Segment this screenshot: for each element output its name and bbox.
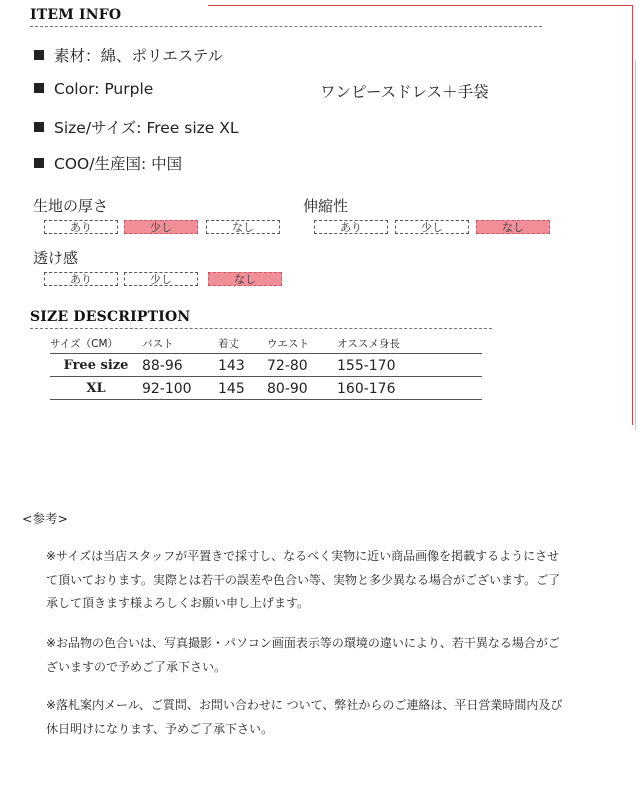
size-table [50, 336, 482, 400]
size-description-title: SIZE DESCRIPTION [30, 309, 191, 325]
header-height: オススメ身長 [337, 336, 482, 354]
header-length: 着丈 [218, 336, 267, 354]
bullet-icon [34, 122, 44, 132]
table-row [50, 377, 482, 400]
info-row-size: Size/サイズ: Free size XL [34, 116, 239, 138]
info-row-coo: COO/生産国: 中国 [34, 152, 182, 174]
frame-right-line [632, 5, 633, 425]
frame-right-shadow-line [635, 60, 636, 430]
option-sheer-2: なし [208, 272, 282, 286]
row-bust: 92-100 [142, 377, 218, 400]
bullet-icon [34, 83, 44, 93]
item-info-title: ITEM INFO [30, 7, 122, 23]
option-thickness-0: あり [44, 220, 118, 234]
info-row-material: 素材：綿、ポリエステル [34, 44, 223, 66]
bullet-icon [34, 50, 44, 60]
option-thickness-2: なし [206, 220, 280, 234]
thickness-label: 生地の厚さ [33, 197, 109, 215]
item-info-divider [30, 26, 542, 27]
info-row-color: Color: Purple [34, 80, 153, 98]
option-sheer-0: あり [44, 272, 118, 286]
row-bust: 88-96 [142, 354, 218, 377]
frame-top-line [208, 5, 632, 6]
header-bust: バスト [142, 336, 218, 354]
notes-heading: <参考> [22, 511, 68, 526]
size-table-header [50, 336, 482, 354]
option-thickness-1: 少し [124, 220, 198, 234]
row-height: 155-170 [337, 354, 482, 377]
stretch-label: 伸縮性 [303, 197, 349, 215]
row-waist: 72-80 [267, 354, 337, 377]
note-paragraph: ※お品物の色合いは、写真撮影・パソコン画面表示等の環境の違いにより、若干異なる場合がございますので予めご了承下さい。 [46, 636, 560, 674]
option-stretch-0: あり [314, 220, 388, 234]
header-size: サイズ（CM） [50, 336, 142, 354]
row-height: 160-176 [337, 377, 482, 400]
option-stretch-1: 少し [395, 220, 469, 234]
row-size: Free size [50, 354, 142, 377]
bullet-icon [34, 158, 44, 168]
option-stretch-2: なし [476, 220, 550, 234]
row-length: 143 [218, 354, 267, 377]
header-waist: ウエスト [267, 336, 337, 354]
note-paragraph: ※サイズは当店スタッフが平置きで採寸し、なるべく実物に近い商品画像を掲載するようにさせて頂いております。実際とは若干の誤差や色合い等、実物と多少異なる場合がございます。ご了承して頂きます様よろしくお願い申し上げます。 [46, 549, 561, 610]
product-name: ワンピースドレス＋手袋 [320, 83, 489, 101]
note-paragraph: ※落札案内メール、ご質問、お問い合わせに ついて、弊社からのご連絡は、平日営業時間内及び休日明けになります、予めご了承下さい。 [46, 698, 563, 736]
row-size: XL [50, 377, 142, 400]
size-description-divider [30, 328, 492, 329]
row-length: 145 [218, 377, 267, 400]
option-sheer-1: 少し [124, 272, 198, 286]
sheer-label: 透け感 [33, 249, 79, 267]
row-waist: 80-90 [267, 377, 337, 400]
table-row [50, 354, 482, 377]
